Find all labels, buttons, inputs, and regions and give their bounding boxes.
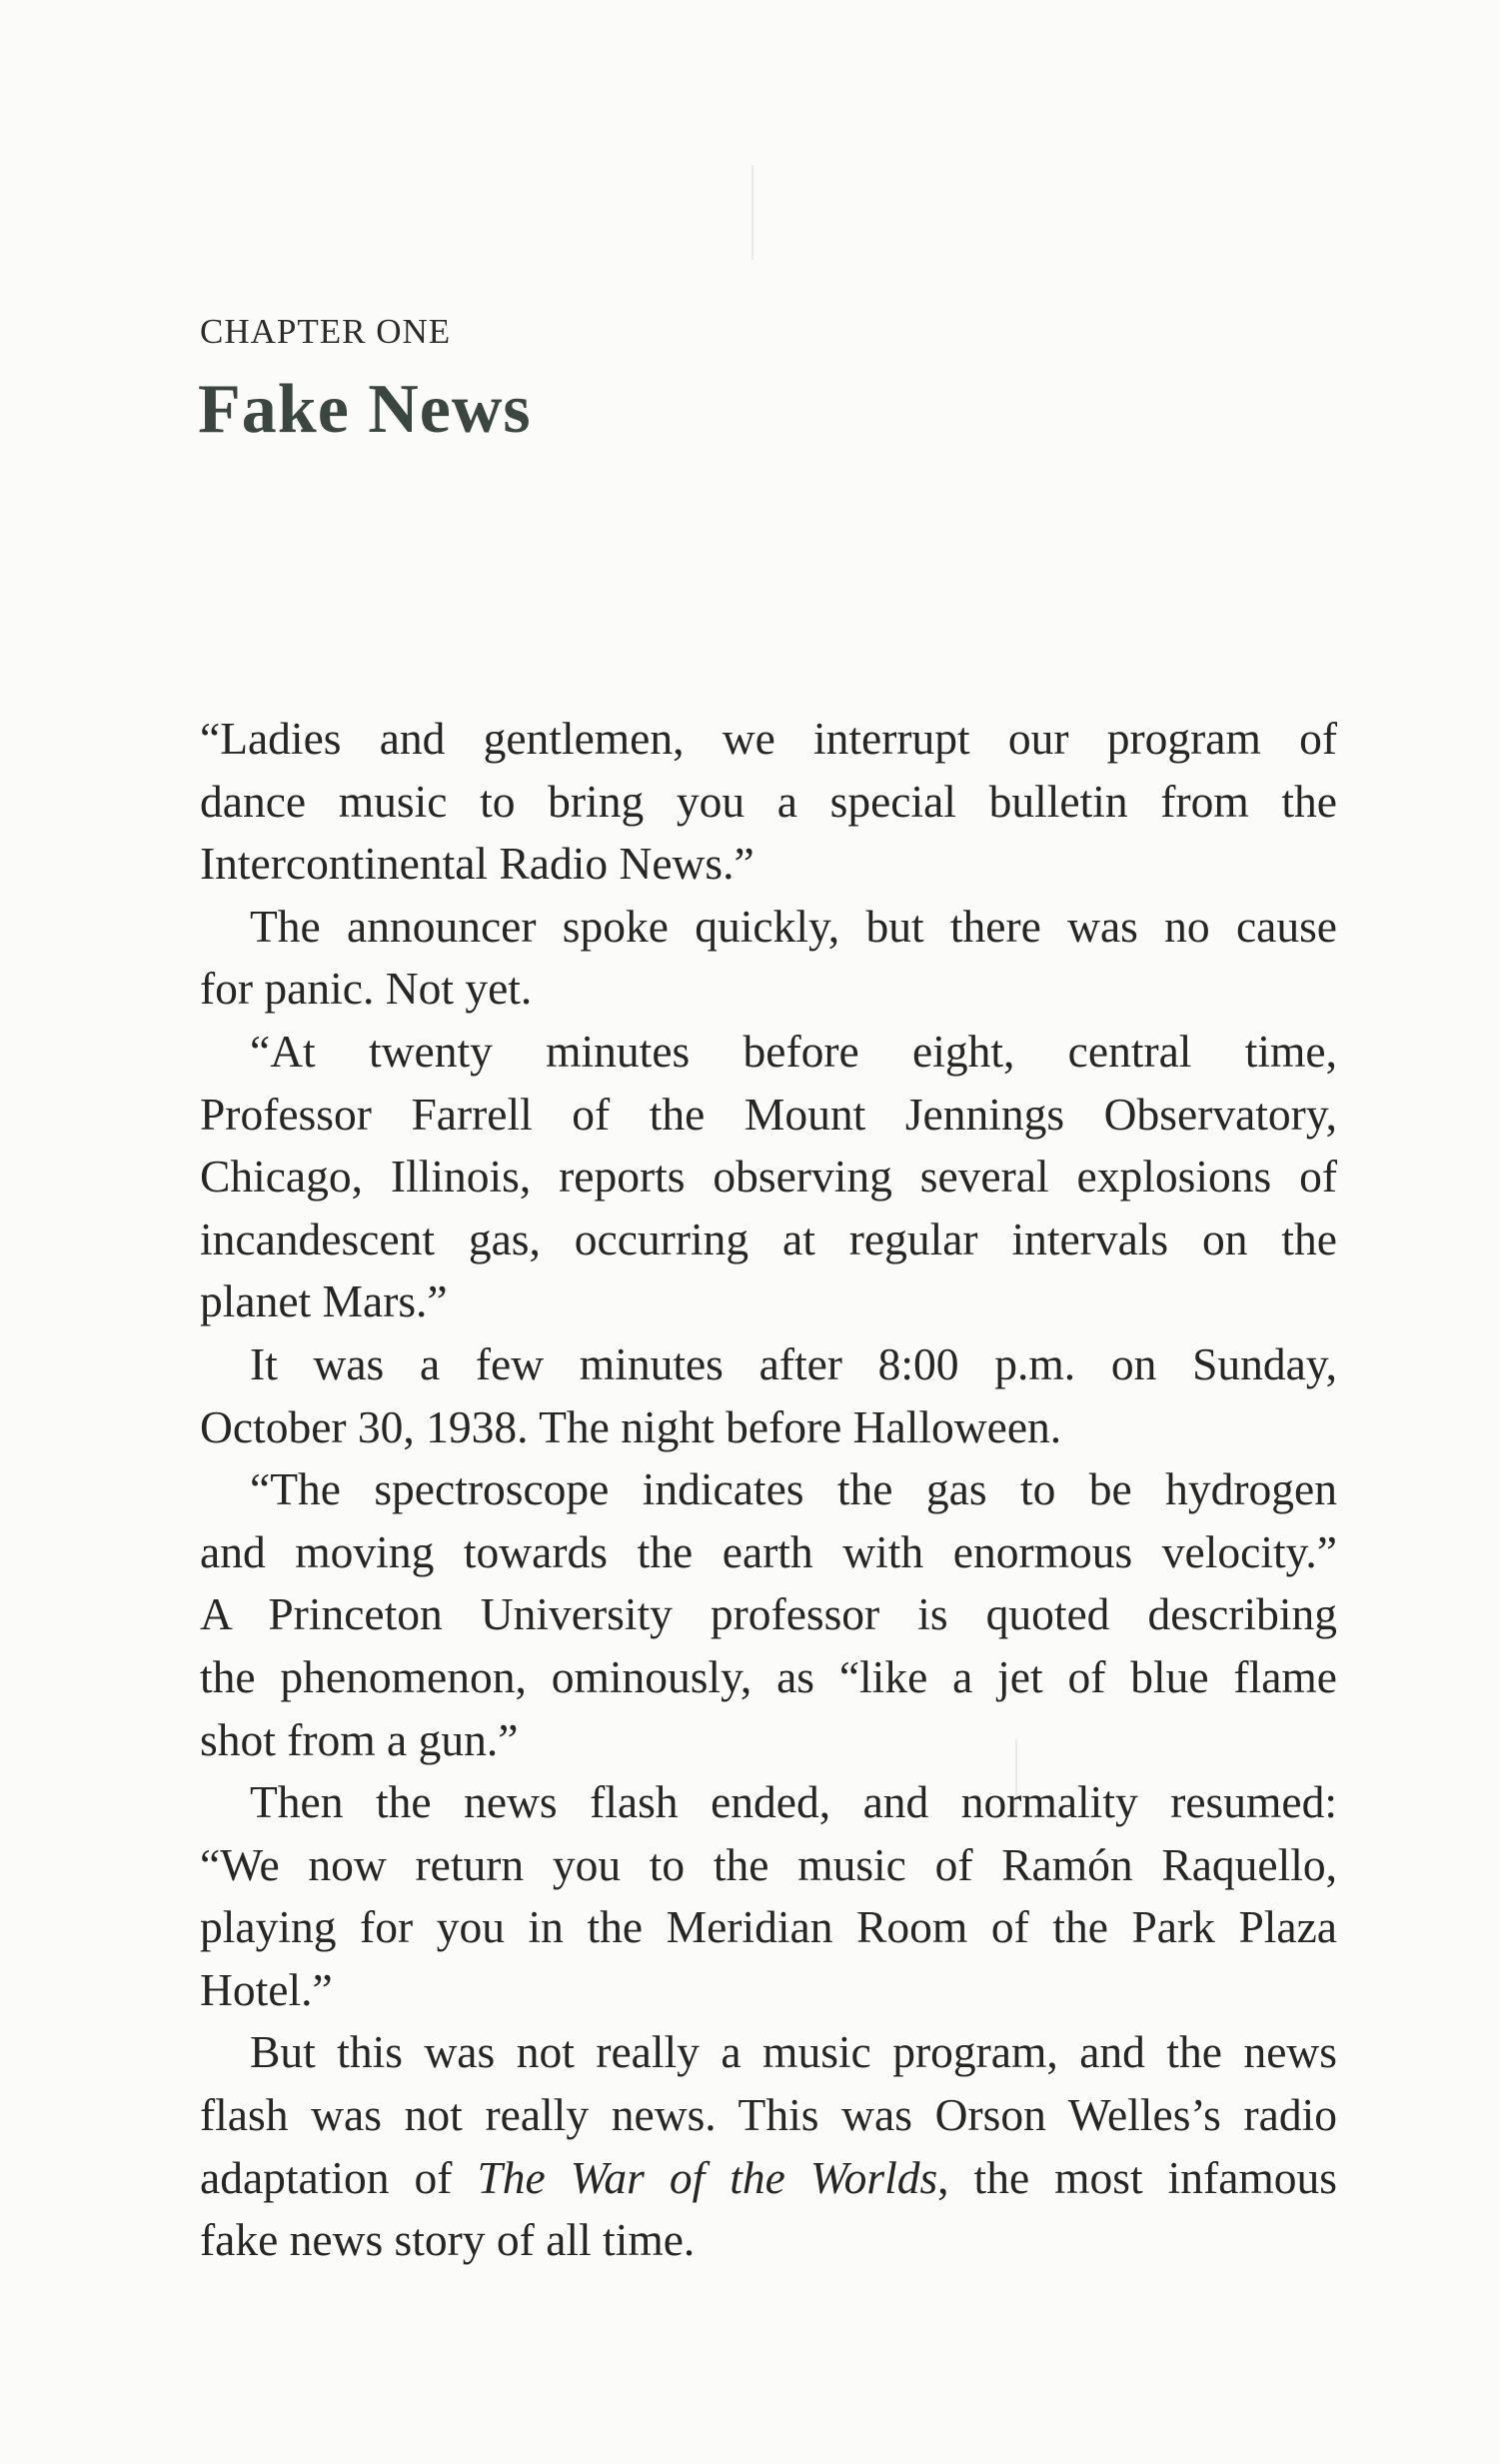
- text-line: October 30, 1938. The night before Halloween.: [200, 1400, 1062, 1452]
- text-line: Intercontinental Radio News.”: [200, 838, 754, 890]
- text-line: “At twenty minutes before eight, central time,: [250, 1025, 1337, 1077]
- text-line: planet Mars.”: [200, 1275, 448, 1327]
- text-fragment: , the most infamous: [937, 2151, 1337, 2203]
- text-line: But this was not really a music program, and the news: [250, 2026, 1337, 2078]
- text-line: and moving towards the earth with enormous velocity.”: [200, 1525, 1337, 1577]
- text-line: “Ladies and gentlemen, we interrupt our program of: [200, 713, 1337, 764]
- text-line: [200, 2147, 1337, 2210]
- text-line: Then the news flash ended, and normality resumed:: [250, 1776, 1337, 1828]
- text-line: playing for you in the Meridian Room of the Park Plaza: [200, 1901, 1337, 1953]
- text-line: Hotel.”: [200, 1963, 333, 2015]
- text-line: “The spectroscope indicates the gas to be hydrogen: [250, 1463, 1337, 1515]
- text-line: Professor Farrell of the Mount Jennings Observatory,: [200, 1088, 1337, 1140]
- text-line: the phenomenon, ominously, as “like a jet of blue flame: [200, 1650, 1337, 1702]
- chapter-body-text: [200, 708, 1337, 2272]
- text-line: A Princeton University professor is quoted describing: [200, 1588, 1337, 1640]
- text-line: It was a few minutes after 8:00 p.m. on Sunday,: [250, 1337, 1337, 1389]
- chapter-title: Fake News: [198, 371, 532, 448]
- chapter-label: CHAPTER ONE: [200, 312, 452, 351]
- text-line: shot from a gun.”: [200, 1713, 519, 1765]
- text-line: fake news story of all time.: [200, 2214, 696, 2266]
- scan-artifact: [751, 165, 753, 260]
- text-line: incandescent gas, occurring at regular intervals on the: [200, 1213, 1337, 1264]
- text-line: Chicago, Illinois, reports observing several explosions of: [200, 1151, 1337, 1203]
- book-title: The War of the Worlds: [477, 2151, 938, 2203]
- text-line: for panic. Not yet.: [200, 963, 533, 1015]
- text-fragment: adaptation of: [200, 2151, 453, 2203]
- text-line: dance music to bring you a special bulletin from the: [200, 775, 1337, 827]
- text-line: “We now return you to the music of Ramón Raquello,: [200, 1838, 1337, 1890]
- text-line: flash was not really news. This was Orson Welles’s radio: [200, 2089, 1337, 2141]
- text-line: The announcer spoke quickly, but there was no cause: [250, 900, 1337, 952]
